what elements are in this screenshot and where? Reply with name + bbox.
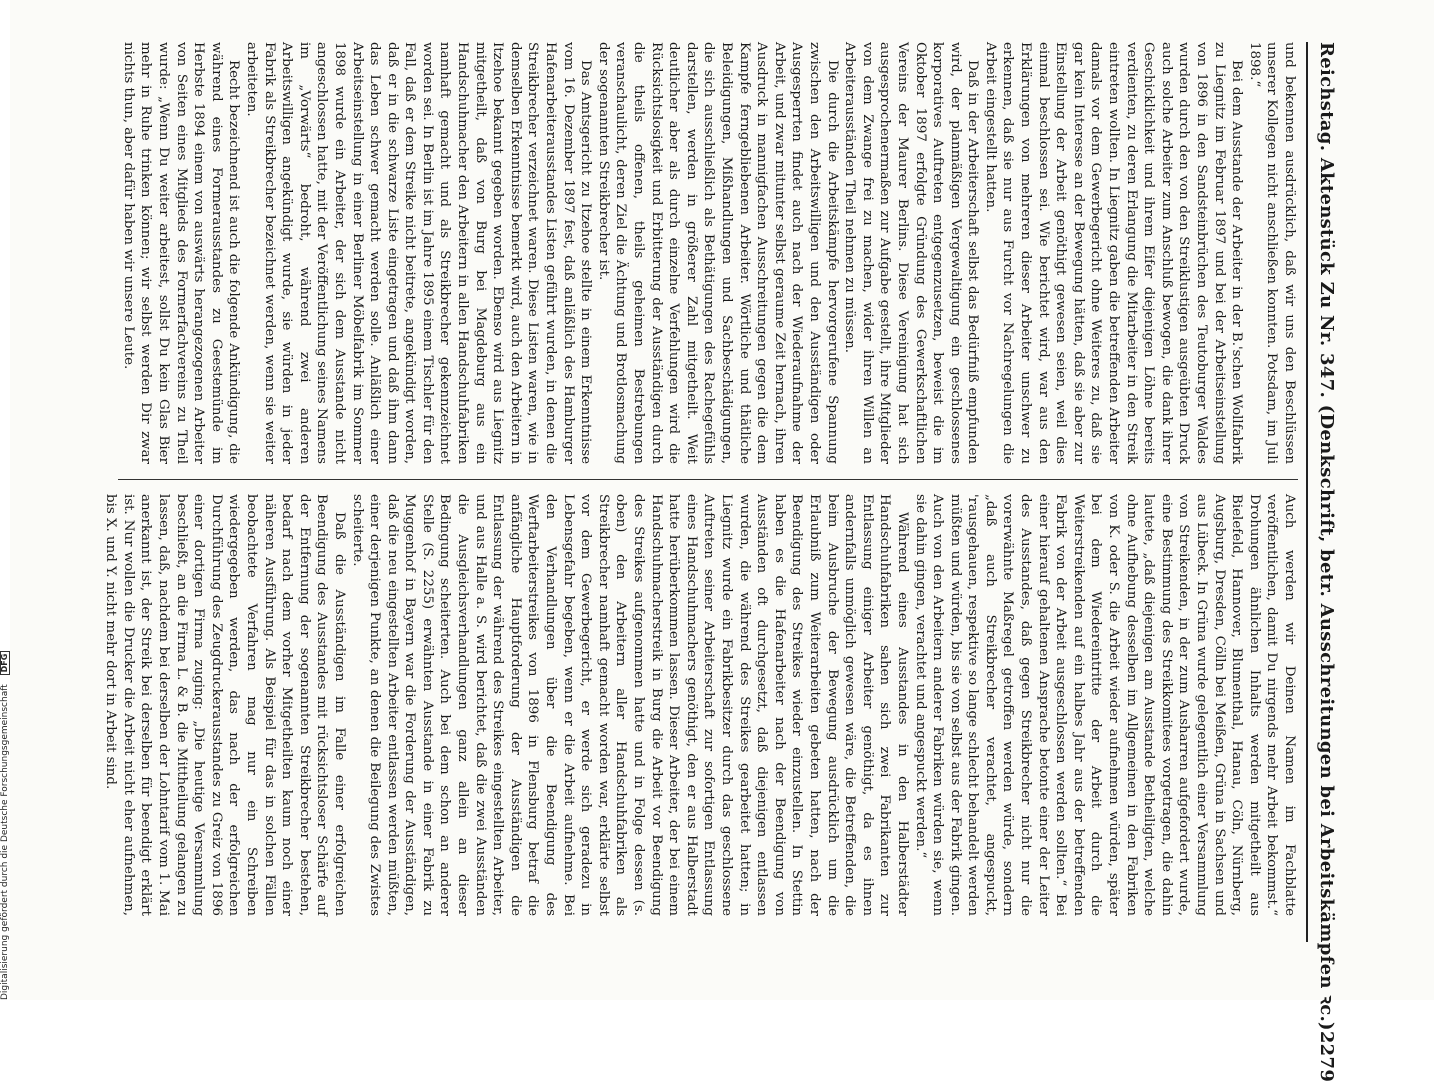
paragraph: Recht bezeichnend ist auch die folgende Ankündigung, die während eines Formerausstandes zu Geestemünde im Herbste 1894 einem von auswärts herangezogenen Arbeiter von Seiten eines Mitglieds des Formerfachvereins zu Theil wurde: „Wenn Du weiter arbeitest, sollst Du kein Glas Bier mehr in Ruhe trinken können; wir selbst werden Dir zwar nichts thun, aber dafür haben wir unsere Leute. (120, 42, 242, 464)
running-title: Reichstag. Aktenstück Zu Nr. 347. (Denkschrift, betr. Ausschreitungen bei Arbeitskämpfen ꝛc.) (1316, 42, 1337, 1031)
paragraph: Daß die Ausständigen im Falle einer erfolgreichen Beendigung des Ausstandes mit rücksichtsloser Schärfe auf der Entfernung der sogenannten Streikbrecher bestehen, bedarf nach dem vorher Mitgetheilten kaum noch einer näheren Ausführung. Als Beispiel für das in solchen Fällen beobachtete Verfahren mag nur ein Schreiben wiedergegeben werden, das nach der erfolgreichen Durchführung des Zeugdruckerausstandes zu Greiz von 1896 einer dortigen Firma zuging: „Die heutige Versammlung beschließt, an die Firma L. & B. die Mittheilung gelangen zu lassen, daß, nachdem bei derselben der Lohntarif vom 1. Mai anerkannt ist, der Streik bei derselben für beendigt erklärt ist. Nur wollen die Drucker die Arbeit nicht eher aufnehmen, bis X. und Y. nicht mehr dort in Arbeit sind. (103, 494, 347, 916)
paragraph: Bei dem Ausstande der Arbeiter in der B.'schen Wollfabrik zu Liegnitz im Februar 1897 und bei der Arbeitseinstellung von 1896 in den Sandsteinbrüchen des Teutoburger Waldes wurden durch den von den Streiklustigen ausgeübten Druck auch solche Arbeiter zum Anschluß bewogen, die dank ihrer Geschicklichkeit und ihrem Eifer diejenigen Löhne bereits verdienten, zu deren Erlangung die Mitarbeiter in den Streik eintreten wollten. In Liegnitz gaben die betreffenden Arbeiter damals vor dem Gewerbegericht ohne Weiteres zu, daß sie gar kein Interesse an der Bewegung hätten, daß sie aber zur Einstellung der Arbeit genöthigt gewesen seien, weil dies einmal beschlossen sei. Wie berichtet wird, war aus den Erklärungen von mehreren dieser Arbeiter unschwer zu erkennen, daß sie nur aus Furcht vor Nachregelungen die Arbeit eingestellt hatten. (982, 42, 1245, 464)
dfg-logo: DFG (0, 651, 10, 676)
side-credit-strip (0, 0, 10, 1000)
left-column (108, 42, 1298, 464)
rotated-document-page (94, 42, 1344, 1082)
paragraph: Auch werden wir Deinen Namen im Fachblatte veröffentlichen, damit Du nirgends mehr Arbeit bekommst.“ Drohungen ähnlichen Inhalts werden mitgetheilt aus Bielefeld, Hannover, Blumenthal, Hanau, Cöln, Nürnberg, Augsburg, Dresden, Cölln bei Meißen, Grüna in Sachsen und aus Lübeck. In Grüna wurde gelegentlich einer Versammlung von Streikenden, in der zum Ausharren aufgefordert wurde, eine Bestimmung des Streikkomitees vorgetragen, die dahin lautete, „daß diejenigen am Ausstande Betheiligten, welche ohne Aufhebung desselben im Allgemeinen in den Fabriken von K. oder S. die Arbeit wieder aufnehmen würden, später bei dem Wiedereintritte der Arbeit durch die Weiterstreikenden auf ein halbes Jahr aus der betreffenden Fabrik von der Arbeit ausgeschlossen werden sollten.“ Bei einer hierauf gehaltenen Ansprache betonte einer der Leiter des Ausstandes, daß gegen Streikbrecher nicht nur die vorerwähnte Maßregel getroffen werden würde, sondern „daß auch Streikbrecher verachtet, angespuckt, 'rausgehauen, respektive so lange schlecht behandelt werden müßten und würden, bis sie von selbst aus der Fabrik gingen. Auch von den Arbeitern anderer Fabriken würden sie, wenn sie dahin gingen, verachtet und angespuckt werden.“ (912, 494, 1297, 916)
paragraph: und bekennen ausdrücklich, daß wir uns den Beschlüssen unserer Kollegen nicht anschließen konnten. Potsdam, im Juli 1898.“ (1246, 42, 1297, 464)
column-divider (118, 479, 1298, 480)
paragraph: Daß in der Arbeiterschaft selbst das Bedürfniß empfunden wird, der planmäßigen Vergewaltigung ein geschlossenes korporatives Auftreten entgegenzusetzen, beweist die im Oktober 1897 erfolgte Gründung des Gewerkschaftlichen Vereins der Maurer Berlins. Diese Vereinigung hat sich ausgesprochenermaßen zur Aufgabe gestellt, ihre Mitglieder von dem Zwange frei zu machen, wider ihren Willen an Arbeiterausständen Theil nehmen zu müssen. (842, 42, 981, 464)
paragraph: Während eines Ausstandes in den Halberstädter Handschuhfabriken sahen sich zwei Fabrikanten zur Entlassung einiger Arbeiter genöthigt, da es ihnen andernfalls unmöglich gewesen wäre, die Betreffenden, die beim Ausbruche der Bewegung ausdrücklich um die Erlaubniß zum Weiterarbeiten gebeten hatten, nach der Beendigung des Streikes wieder einzustellen. In Stettin haben es die Hafenarbeiter nach der Beendigung von Ausständen oft durchgesetzt, daß diejenigen entlassen wurden, die während des Streikes gearbeitet hatten; in Liegnitz wurde ein Fabrikbesitzer durch das geschlossene Auftreten seiner Arbeiterschaft zur sofortigen Entlassung eines Handschuhmachers genöthigt, den er aus Halberstadt hatte herüberkommen lassen. Dieser Arbeiter, der bei einem Handschuhmacherstreik in Burg die Arbeit vor Beendigung des Streikes aufgenommen hatte und in Folge dessen (s. oben) den Arbeitern aller Handschuhfabriken als Streikbrecher namhaft gemacht worden war, erklärte selbst vor dem Gewerbegericht, er werde sich geradezu in Lebensgefahr begeben, wenn er die Arbeit aufnehme. Bei den Verhandlungen über die Beendigung des Werftarbeiterstreikes von 1896 in Flensburg betraf die anfängliche Hauptforderung der Ausständigen die Entlassung der während des Streikes eingestellten Arbeiter, und aus Halle a. S. wird berichtet, daß die zwei Ausständen die Ausgleichsverhandlungen ganz allein an dieser Bedingung scheiterten. Auch bei dem schon an anderer Stelle (S. 2255) erwähnten Ausstande in einer Fabrik zu Muggenhof in Bayern war die Forderung der Ausständigen, daß die neu eingestellten Arbeiter entlassen werden müßten, einer derjenigen Punkte, an denen die Beilegung des Zwistes scheiterte. (349, 494, 910, 916)
paragraph: Die durch die Arbeitskämpfe hervorgerufene Spannung zwischen den Arbeitswilligen und den Ausständigen oder Ausgesperrten findet auch nach der Wiederaufnahme der Arbeit, und zwar mitunter selbst geraume Zeit hernach, ihren Ausdruck in mannigfachen Ausschreitungen gegen die dem Kampfe ferngebliebenen Arbeiter. Wörtliche und thätliche Beleidigungen, Mißhandlungen und Sachbeschädigungen, die sich ausschließlich als Bethätigungen des Rachegefühls darstellen, werden in größerer Zahl mitgetheilt. Weit deutlicher aber als durch einzelne Verfehlungen wird die Rücksichtslosigkeit und Erbitterung der Ausständigen durch die theils offenen, theils geheimen Bestrebungen veranschaulicht, deren Ziel die Ächtung und Brotlosmachung der sogenannten Streikbrecher ist. (595, 42, 840, 464)
page-number: 2279 (1316, 1030, 1338, 1082)
digitization-credit-text: Digitalisierung gefördert durch die Deutsche Forschungsgemeinschaft (0, 684, 10, 1000)
paragraph: Das Amtsgericht zu Itzehoe stellte in einem Erkenntnisse vom 16. Dezember 1897 fest, daß anläßlich des Hamburger Hafenarbeiterausstandes Listen geführt wurden, in denen die Streikbrecher verzeichnet waren. Diese Listen waren, wie in demselben Erkenntnisse bemerkt wird, auch den Arbeitern in Itzehoe bekannt gegeben worden. Ebenso wird aus Liegnitz mitgetheilt, daß von Burg bei Magdeburg aus ein Handschuhmacher den Arbeitern in allen Handschuhfabriken namhaft gemacht und als Streikbrecher gekennzeichnet worden sei. In Berlin ist im Jahre 1895 einem Tischler für den Fall, daß er dem Streike nicht beitrete, angekündigt worden, daß er in die schwarze Liste eingetragen und daß ihm dann das Leben schwer gemacht werden solle. Anläßlich einer Arbeitseinstellung in einer Berliner Möbelfabrik im Sommer 1898 wurde ein Arbeiter, der sich dem Ausstande nicht angeschlossen hatte, mit der Veröffentlichung seines Namens im „Vorwärts“ bedroht, während zwei anderen Arbeitswilligen angekündigt wurde, sie würden in jeder Fabrik als Streikbrecher bezeichnet werden, wenn sie weiter arbeiteten. (243, 42, 594, 464)
scanned-page (10, 0, 1434, 1082)
digitization-credit (0, 0, 10, 1000)
right-column (103, 494, 1298, 916)
header-rule (1306, 42, 1308, 942)
page-header (1310, 42, 1344, 1082)
